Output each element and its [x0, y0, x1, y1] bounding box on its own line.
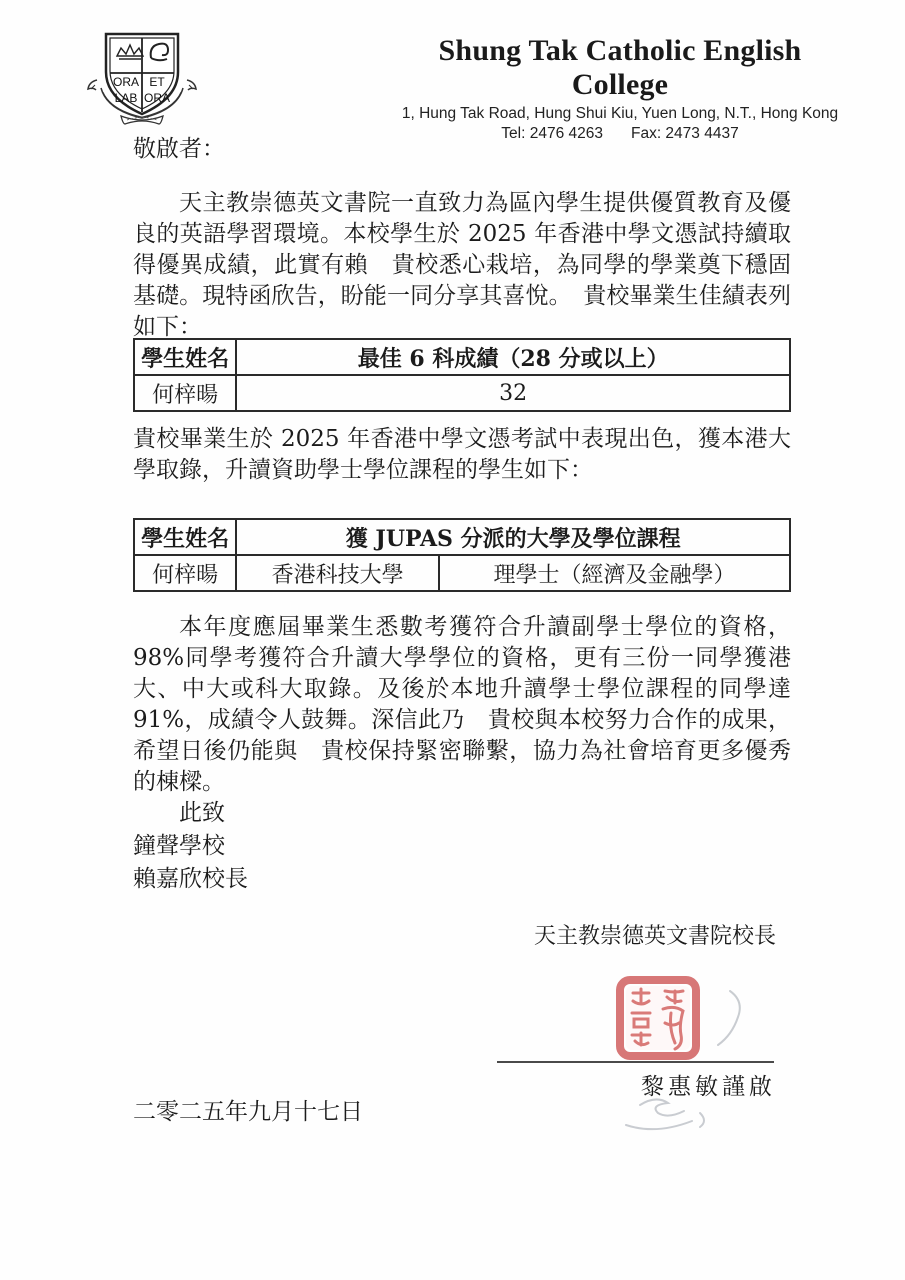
table-header-row	[134, 519, 790, 555]
table-row	[134, 555, 790, 591]
best6-student-score: 32	[236, 375, 790, 411]
jupas-university: 香港科技大學	[236, 555, 439, 591]
crest-motto-ora1: ORA	[112, 75, 140, 89]
signoff-title: 天主教崇德英文書院校長	[533, 924, 776, 949]
jupas-header-programme: 獲 JUPAS 分派的大學及學位課程	[236, 519, 790, 555]
school-name: Shung Tak Catholic English College	[438, 34, 802, 101]
paragraph-3: 本年度應屆畢業生悉數考獲符合升讀副學士學位的資格，98%同學考獲符合升讀大學學位的資格，更有三份一同學獲港大、中大或科大取錄。及後於本地升讀學士學位課程的同學達 91%，成績令人鼓舞。深信此乃 貴校與本校努力合作的成果，希望日後仍能與 貴校保持緊密聯繫，協力為社會培育更多優秀的棟樑。	[133, 614, 791, 795]
jupas-offers-table	[133, 518, 791, 592]
best6-student-name: 何梓暘	[134, 375, 236, 411]
paragraph-1: 天主教崇德英文書院一直致力為區內學生提供優質教育及優良的英語學習環境。本校學生於 2025 年香港中學文憑試持續取得優異成績，此實有賴 貴校悉心栽培，為同學的學業奠下穩固基礎。現特函欣告，盼能一同分享其喜悅。 貴校畢業生佳績表列如下：	[133, 190, 791, 340]
letter-date: 二零二五年九月十七日	[133, 1099, 363, 1125]
school-fax: Fax: 2473 4437	[630, 125, 739, 142]
crest-motto-et: ET	[149, 75, 165, 89]
salutation: 敬啟者：	[133, 136, 225, 162]
recipient-school: 鐘聲學校	[133, 833, 225, 859]
best6-header-name: 學生姓名	[134, 339, 236, 375]
school-tel: Tel: 2476 4263	[501, 125, 603, 142]
school-crest	[83, 28, 201, 130]
closing-cue: 此致	[179, 800, 225, 826]
letterhead	[400, 34, 840, 143]
paragraph-2: 貴校畢業生於 2025 年香港中學文憑考試中表現出色，獲本港大學取錄，升讀資助學士學位課程的學生如下：	[133, 426, 791, 483]
table-header-row	[134, 339, 790, 375]
school-crest-icon	[83, 28, 201, 126]
best6-header-score: 最佳 6 科成績（28 分或以上）	[236, 339, 790, 375]
best6-results-table	[133, 338, 791, 412]
closing-block	[133, 797, 248, 896]
signoff-name: 黎惠敏謹啟	[641, 1074, 776, 1100]
jupas-student-name: 何梓暘	[134, 555, 236, 591]
table-row	[134, 375, 790, 411]
school-address: 1, Hung Tak Road, Hung Shui Kiu, Yuen Long, N.T., Hong Kong	[401, 105, 839, 122]
school-telfax	[400, 125, 840, 143]
jupas-header-name: 學生姓名	[134, 519, 236, 555]
seal-icon	[615, 975, 701, 1061]
signature-line	[497, 1061, 774, 1063]
crest-motto-ora2: ORA	[143, 91, 171, 105]
crest-motto-lab: LAB	[114, 91, 138, 105]
recipient-principal: 賴嘉欣校長	[133, 866, 248, 892]
jupas-programme: 理學士（經濟及金融學）	[439, 555, 790, 591]
principal-seal-stamp	[615, 975, 701, 1065]
